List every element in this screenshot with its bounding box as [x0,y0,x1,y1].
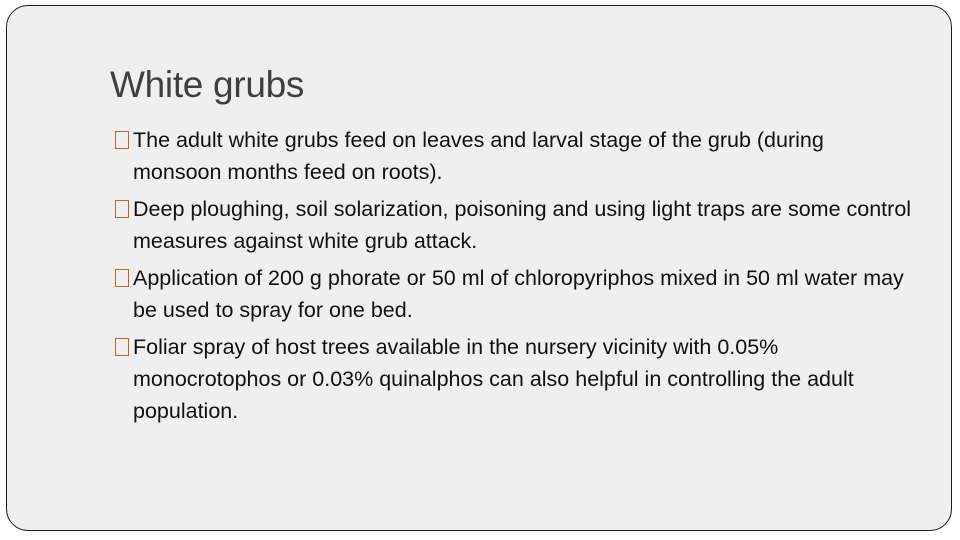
bullet-text: The adult white grubs feed on leaves and larval stage of the grub (during monsoon months feed on roots). [133,128,824,184]
bullet-item [115,331,915,427]
bullet-item [115,124,915,188]
bullet-text: Application of 200 g phorate or 50 ml of chloropyriphos mixed in 50 ml water may be used to spray for one bed. [133,266,904,322]
bullet-text: Foliar spray of host trees available in the nursery vicinity with 0.05% monocrotophos or 0.03% quinalphos can also helpful in controlling the adult population. [133,335,854,423]
bullet-item [115,262,915,326]
missing-glyph-bullet-icon [115,269,129,287]
bullet-list [115,124,915,432]
missing-glyph-bullet-icon [115,131,129,149]
slide-frame [6,5,952,531]
missing-glyph-bullet-icon [115,338,129,356]
bullet-item [115,193,915,257]
slide-title: White grubs [110,64,305,105]
bullet-text: Deep ploughing, soil solarization, poisoning and using light traps are some control measures against white grub attack. [133,197,912,253]
missing-glyph-bullet-icon [115,200,129,218]
